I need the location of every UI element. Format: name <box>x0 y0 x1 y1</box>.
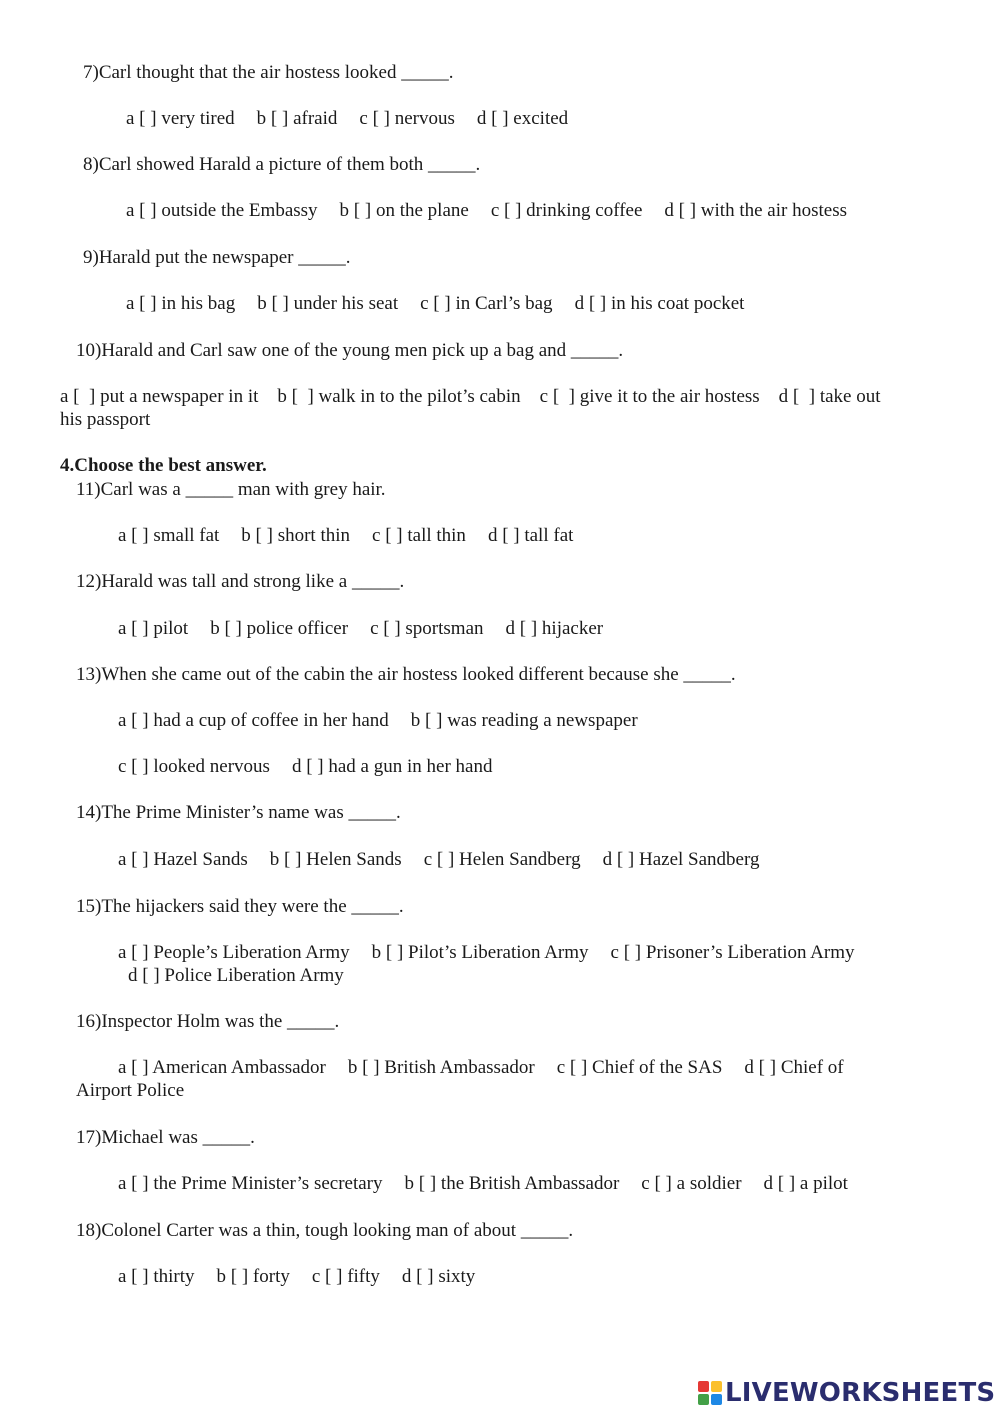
question-16: 16)Inspector Holm was the _____. <box>76 1011 340 1032</box>
option-7d[interactable]: d [ ] excited <box>476 108 569 129</box>
option-13c[interactable]: c [ ] looked nervous <box>118 756 270 777</box>
option-12b[interactable]: b [ ] police officer <box>210 618 349 639</box>
option-18d[interactable]: d [ ] sixty <box>401 1266 476 1287</box>
option-15b[interactable]: b [ ] Pilot’s Liberation Army <box>371 942 589 963</box>
option-15d[interactable]: d [ ] Police Liberation Army <box>128 965 344 986</box>
question-8: 8)Carl showed Harald a picture of them both _____. <box>83 154 481 175</box>
question-14: 14)The Prime Minister’s name was _____. <box>76 802 401 823</box>
logo-square-red <box>698 1381 709 1392</box>
logo-square-yellow <box>711 1381 722 1392</box>
option-8b[interactable]: b [ ] on the plane <box>339 200 469 221</box>
option-9d[interactable]: d [ ] in his coat pocket <box>574 293 745 314</box>
option-14b[interactable]: b [ ] Helen Sands <box>269 849 402 870</box>
question-9: 9)Harald put the newspaper _____. <box>83 247 351 268</box>
option-12a[interactable]: a [ ] pilot <box>118 618 189 639</box>
option-16b[interactable]: b [ ] British Ambassador <box>347 1057 535 1078</box>
question-10: 10)Harald and Carl saw one of the young men pick up a bag and _____. <box>76 340 624 361</box>
options-question-7 <box>126 108 590 130</box>
option-8c[interactable]: c [ ] drinking coffee <box>490 200 643 221</box>
option-15c[interactable]: c [ ] Prisoner’s Liberation Army <box>610 942 855 963</box>
options-question-13-line2 <box>118 756 514 778</box>
logo-square-blue <box>711 1394 722 1405</box>
option-7a[interactable]: a [ ] very tired <box>126 108 235 129</box>
logo-text: LIVEWORKSHEETS <box>725 1378 996 1408</box>
option-12d[interactable]: d [ ] hijacker <box>505 618 604 639</box>
option-17c[interactable]: c [ ] a soldier <box>641 1173 742 1194</box>
option-14c[interactable]: c [ ] Helen Sandberg <box>423 849 581 870</box>
option-9c[interactable]: c [ ] in Carl’s bag <box>420 293 553 314</box>
option-15a[interactable]: a [ ] People’s Liberation Army <box>118 942 350 963</box>
option-8d[interactable]: d [ ] with the air hostess <box>664 200 847 221</box>
option-12c[interactable]: c [ ] sportsman <box>370 618 484 639</box>
option-11b[interactable]: b [ ] short thin <box>241 525 351 546</box>
logo-mark-icon <box>698 1381 722 1405</box>
option-14a[interactable]: a [ ] Hazel Sands <box>118 849 248 870</box>
question-7: 7)Carl thought that the air hostess looked _____. <box>83 62 454 83</box>
option-11a[interactable]: a [ ] small fat <box>118 525 220 546</box>
option-18c[interactable]: c [ ] fifty <box>311 1266 380 1287</box>
option-17d[interactable]: d [ ] a pilot <box>763 1173 848 1194</box>
options-question-11 <box>118 525 595 547</box>
option-13b[interactable]: b [ ] was reading a newspaper <box>410 710 638 731</box>
options-question-10-line2: his passport <box>60 409 151 430</box>
option-18a[interactable]: a [ ] thirty <box>118 1266 195 1287</box>
question-18: 18)Colonel Carter was a thin, tough looking man of about _____. <box>76 1220 574 1241</box>
options-question-16-line1 <box>118 1057 844 1079</box>
question-12: 12)Harald was tall and strong like a _____. <box>76 571 405 592</box>
option-16c[interactable]: c [ ] Chief of the SAS <box>556 1057 723 1078</box>
question-17: 17)Michael was _____. <box>76 1127 255 1148</box>
option-7b[interactable]: b [ ] afraid <box>256 108 338 129</box>
question-13: 13)When she came out of the cabin the air hostess looked different because she _____. <box>76 664 736 685</box>
options-question-13-line1 <box>118 710 660 732</box>
question-11: 11)Carl was a _____ man with grey hair. <box>76 479 386 500</box>
option-17b[interactable]: b [ ] the British Ambassador <box>404 1173 620 1194</box>
options-question-15-line1 <box>118 942 855 964</box>
section-4-heading: 4.Choose the best answer. <box>60 455 267 476</box>
option-16a[interactable]: a [ ] American Ambassador <box>118 1057 326 1078</box>
option-16d-continued: Airport Police <box>76 1080 185 1101</box>
option-7c[interactable]: c [ ] nervous <box>359 108 455 129</box>
option-14d[interactable]: d [ ] Hazel Sandberg <box>602 849 760 870</box>
options-question-12 <box>118 618 625 640</box>
option-13a[interactable]: a [ ] had a cup of coffee in her hand <box>118 710 389 731</box>
options-question-18 <box>118 1266 497 1288</box>
option-9a[interactable]: a [ ] in his bag <box>126 293 236 314</box>
option-8a[interactable]: a [ ] outside the Embassy <box>126 200 318 221</box>
option-18b[interactable]: b [ ] forty <box>216 1266 290 1287</box>
options-question-10-line1[interactable]: a [ ] put a newspaper in it b [ ] walk in to the pilot’s cabin c [ ] give it to the air hostess d [ ] take out <box>60 386 881 407</box>
options-question-17 <box>118 1173 870 1195</box>
option-11c[interactable]: c [ ] tall thin <box>372 525 466 546</box>
liveworksheets-logo <box>698 1376 995 1410</box>
option-13d[interactable]: d [ ] had a gun in her hand <box>291 756 493 777</box>
logo-square-green <box>698 1394 709 1405</box>
options-question-9 <box>126 293 766 315</box>
option-11d[interactable]: d [ ] tall fat <box>487 525 574 546</box>
options-question-8 <box>126 200 869 222</box>
option-16d[interactable]: d [ ] Chief of <box>744 1057 844 1078</box>
option-17a[interactable]: a [ ] the Prime Minister’s secretary <box>118 1173 383 1194</box>
options-question-14 <box>118 849 781 871</box>
question-15: 15)The hijackers said they were the _____. <box>76 896 404 917</box>
option-9b[interactable]: b [ ] under his seat <box>257 293 399 314</box>
